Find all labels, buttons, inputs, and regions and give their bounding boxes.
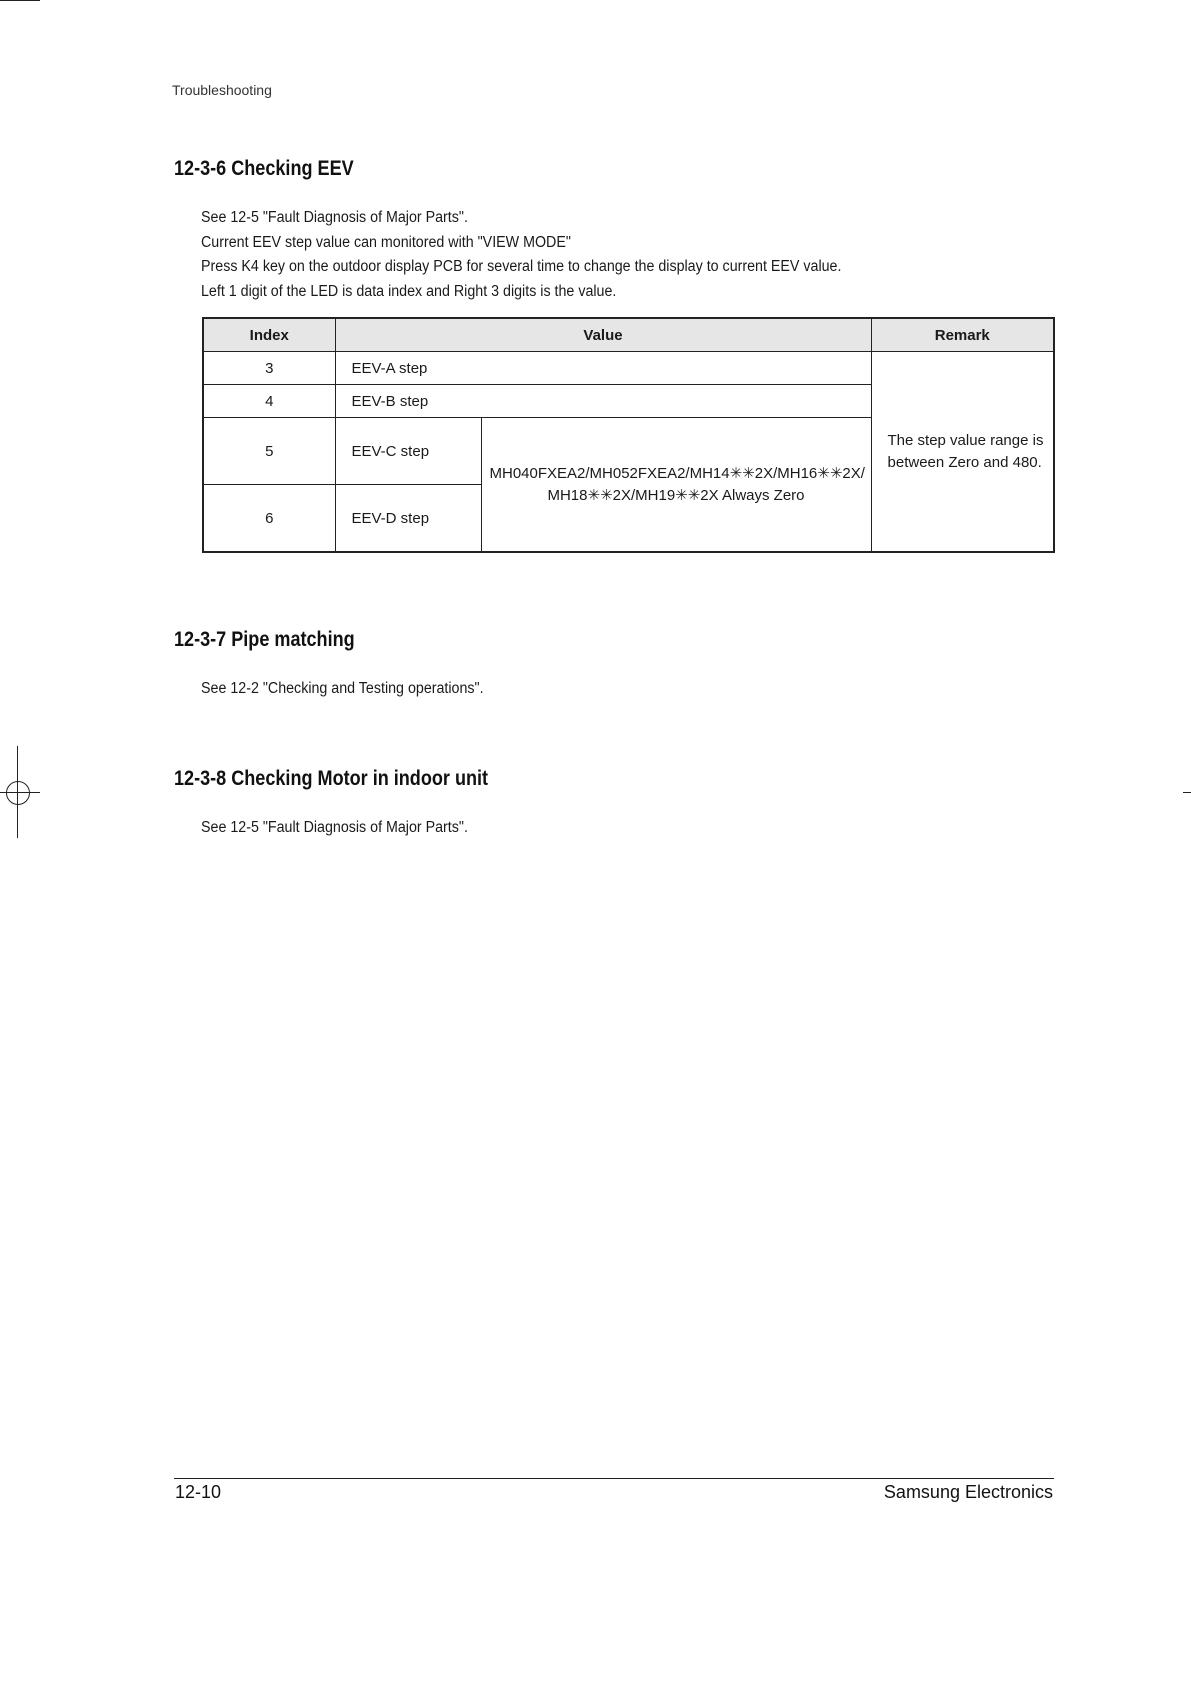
value-cell: EEV-C step xyxy=(335,418,481,485)
body-line: Press K4 key on the outdoor display PCB for several time to change the display to current EEV value. xyxy=(201,258,842,275)
crop-mark-right xyxy=(1183,792,1191,793)
body-line: See 12-5 "Fault Diagnosis of Major Parts". xyxy=(201,819,468,836)
crop-mark-top-left xyxy=(0,0,40,1)
section-title-checking-eev: 12-3-6 Checking EEV xyxy=(174,157,354,180)
page-number: 12-10 xyxy=(175,1482,222,1502)
body-line: See 12-5 "Fault Diagnosis of Major Parts". xyxy=(201,209,468,226)
section-title-checking-motor: 12-3-8 Checking Motor in indoor unit xyxy=(174,767,489,790)
eev-index-table xyxy=(202,317,1055,553)
index-cell: 3 xyxy=(203,352,335,385)
models-line: MH18✳✳2X/MH19✳✳2X Always Zero xyxy=(547,486,805,504)
table-row xyxy=(203,352,1054,385)
section-title-pipe-matching: 12-3-7 Pipe matching xyxy=(174,628,355,651)
remark-line: The step value range is xyxy=(887,431,1044,449)
value-cell: EEV-B step xyxy=(335,385,871,418)
footer-company: Samsung Electronics xyxy=(883,1482,1053,1502)
value-cell: EEV-D step xyxy=(335,485,481,553)
models-note-cell xyxy=(481,418,871,553)
column-header-index: Index xyxy=(203,318,335,352)
remark-cell xyxy=(871,352,1054,553)
section-body-checking-motor xyxy=(201,816,468,841)
body-line: Current EEV step value can monitored with "VIEW MODE" xyxy=(201,233,571,251)
models-line: MH040FXEA2/MH052FXEA2/MH14✳✳2X/MH16✳✳2X/ xyxy=(489,464,865,482)
body-line: Left 1 digit of the LED is data index and Right 3 digits is the value. xyxy=(201,282,617,300)
registration-circle-icon xyxy=(6,781,30,805)
section-body-checking-eev xyxy=(201,206,841,304)
index-cell: 6 xyxy=(203,485,335,553)
index-cell: 4 xyxy=(203,385,335,418)
column-header-value: Value xyxy=(335,318,871,352)
index-cell: 5 xyxy=(203,418,335,485)
running-header: Troubleshooting xyxy=(172,82,272,98)
body-line: See 12-2 "Checking and Testing operations". xyxy=(201,680,484,697)
remark-line: between Zero and 480. xyxy=(887,453,1042,471)
footer-divider xyxy=(174,1478,1054,1479)
column-header-remark: Remark xyxy=(871,318,1054,352)
section-body-pipe-matching xyxy=(201,677,484,702)
value-cell: EEV-A step xyxy=(335,352,871,385)
